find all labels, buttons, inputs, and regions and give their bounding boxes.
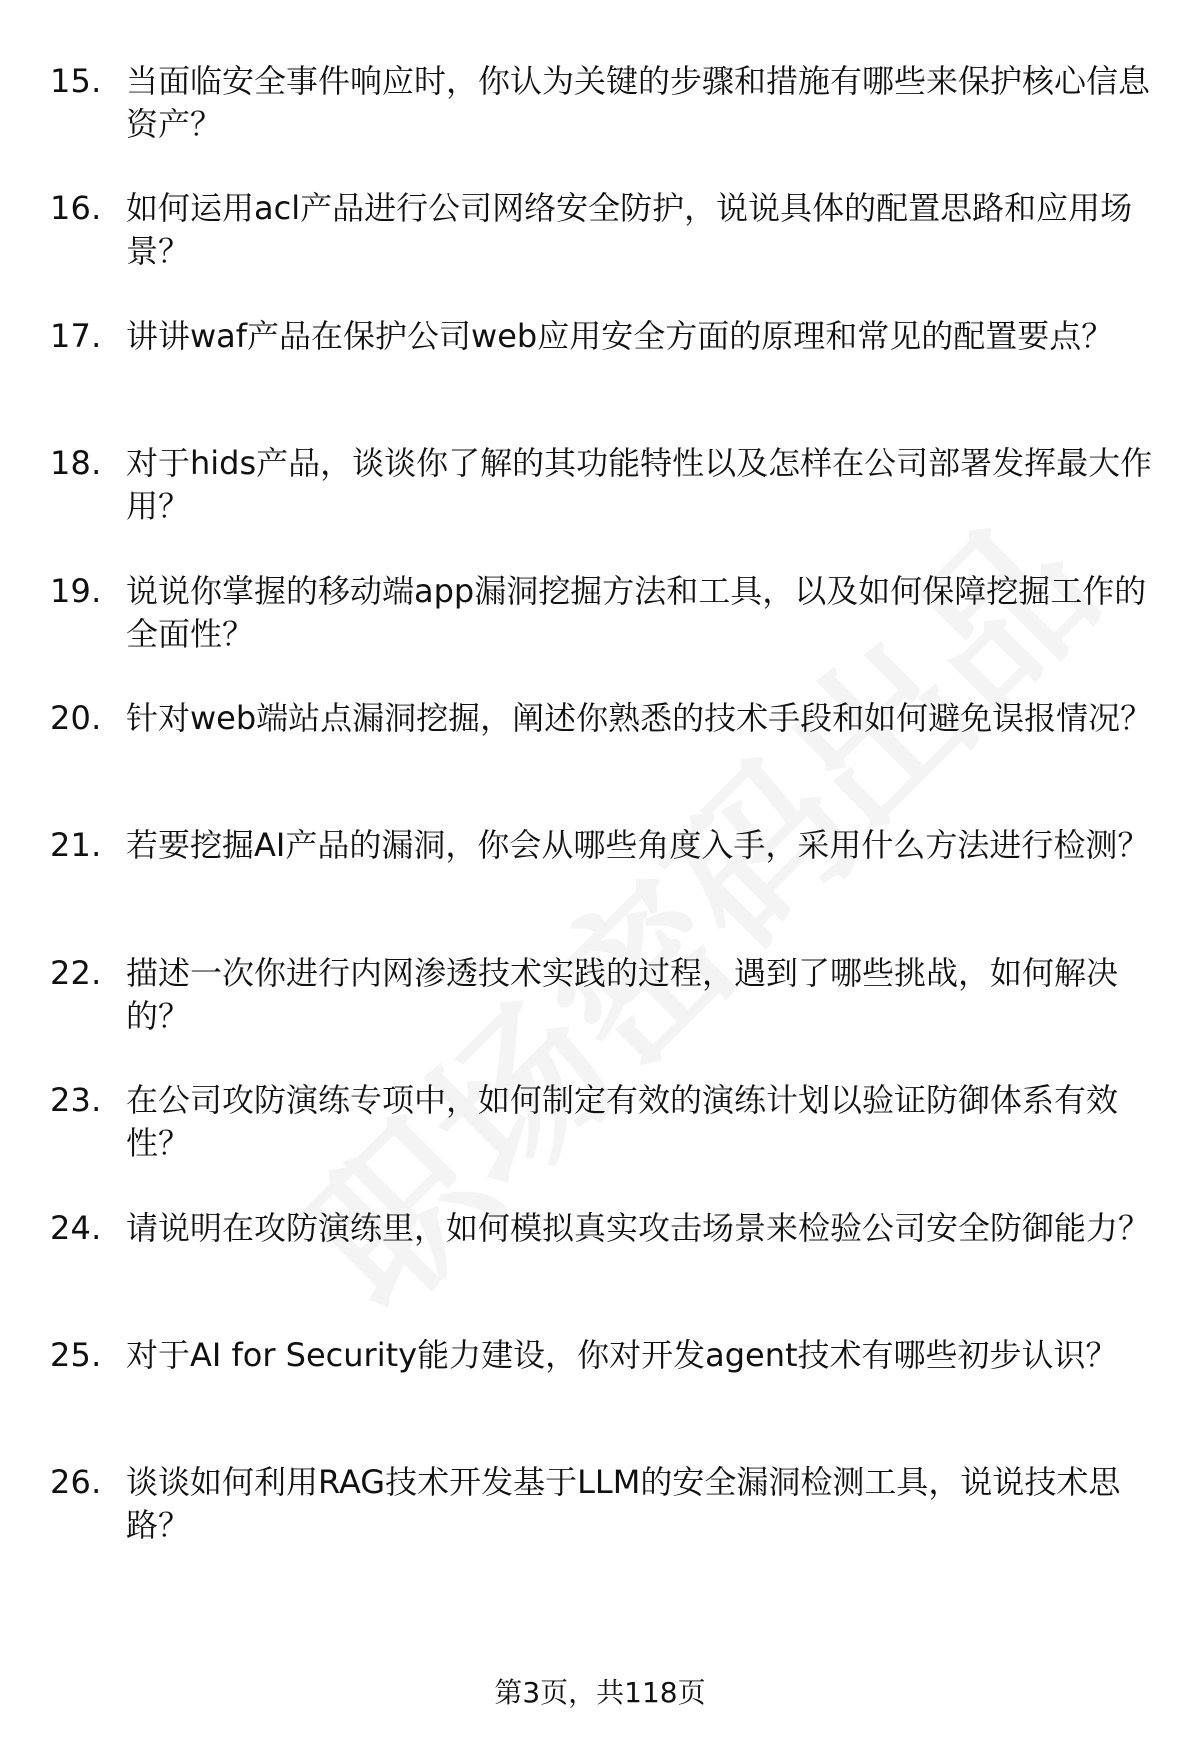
question-text: 对于AI for Security能力建设，你对开发agent技术有哪些初步认识？	[126, 1335, 1118, 1374]
question-text: 对于hids产品，谈谈你了解的其功能特性以及怎样在公司部署发挥最大作用？	[126, 444, 1153, 526]
question-list	[50, 60, 1160, 1589]
question-number: 22.	[50, 953, 102, 992]
question-number: 25.	[50, 1335, 102, 1374]
question-text: 讲讲waf产品在保护公司web应用安全方面的原理和常见的配置要点？	[126, 316, 1114, 355]
question-item	[50, 1461, 1160, 1547]
question-number: 26.	[50, 1463, 102, 1502]
question-item	[50, 697, 1160, 783]
question-item	[50, 60, 1160, 146]
question-text: 若要挖掘AI产品的漏洞，你会从哪些角度入手，采用什么方法进行检测？	[126, 826, 1150, 865]
question-text: 说说你掌握的移动端app漏洞挖掘方法和工具，以及如何保障挖掘工作的全面性？	[126, 571, 1147, 653]
question-item	[50, 570, 1160, 656]
question-text: 请说明在攻防演练里，如何模拟真实攻击场景来检验公司安全防御能力？	[126, 1208, 1151, 1247]
question-number: 19.	[50, 571, 102, 610]
question-item	[50, 824, 1160, 910]
question-number: 16.	[50, 189, 102, 228]
question-item	[50, 442, 1160, 528]
question-item	[50, 315, 1160, 401]
question-item	[50, 1207, 1160, 1293]
question-item	[50, 1079, 1160, 1165]
question-item	[50, 952, 1160, 1038]
question-text: 描述一次你进行内网渗透技术实践的过程，遇到了哪些挑战，如何解决的？	[126, 953, 1119, 1035]
question-number: 24.	[50, 1208, 102, 1247]
question-number: 20.	[50, 698, 102, 737]
question-number: 21.	[50, 826, 102, 865]
question-text: 针对web端站点漏洞挖掘，阐述你熟悉的技术手段和如何避免误报情况？	[126, 698, 1153, 737]
question-number: 18.	[50, 444, 102, 483]
question-text: 当面临安全事件响应时，你认为关键的步骤和措施有哪些来保护核心信息资产？	[126, 62, 1151, 143]
page-number: 第3页，共118页	[494, 1676, 706, 1709]
question-text: 在公司攻防演练专项中，如何制定有效的演练计划以验证防御体系有效性？	[126, 1081, 1119, 1163]
question-item	[50, 1334, 1160, 1420]
question-text: 谈谈如何利用RAG技术开发基于LLM的安全漏洞检测工具，说说技术思路？	[126, 1463, 1121, 1545]
question-item	[50, 187, 1160, 273]
question-text: 如何运用acl产品进行公司网络安全防护，说说具体的配置思路和应用场景？	[126, 189, 1133, 271]
question-number: 23.	[50, 1081, 102, 1120]
question-number: 15.	[50, 62, 102, 100]
question-number: 17.	[50, 316, 102, 355]
